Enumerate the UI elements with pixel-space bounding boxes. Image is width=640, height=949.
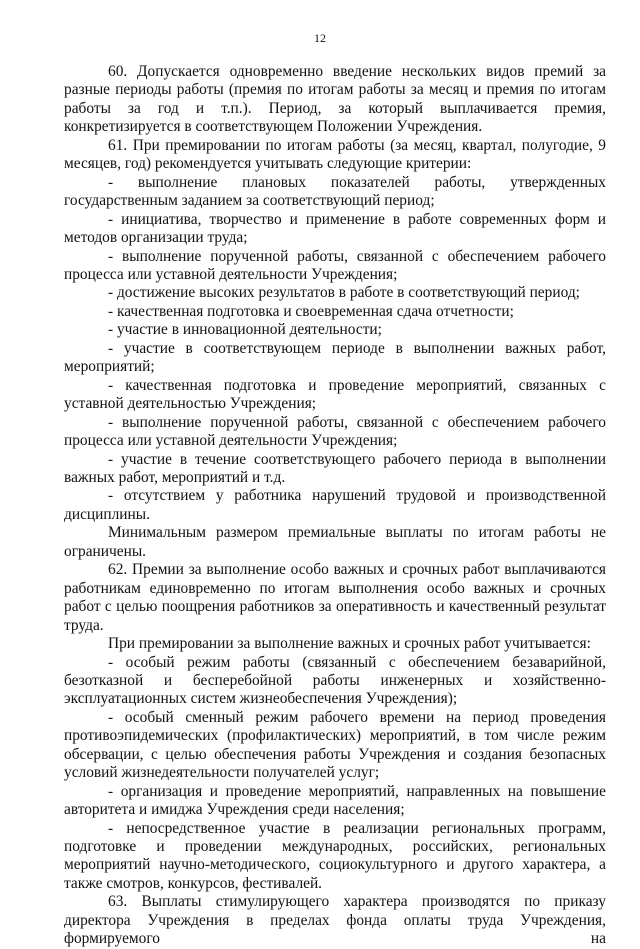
paragraph-61: 61. При премировании по итогам работы (за месяц, квартал, полугодие, 9 месяцев, год) рекомендуется учитывать следующие критерии: [64,136,606,173]
premium-minimum-note: Минимальным размером премиальные выплаты по итогам работы не ограничены. [64,524,606,560]
page-number: 12 [314,31,326,45]
criteria-item: - участие в соответствующем периоде в выполнении важных работ, мероприятий; [64,339,606,376]
document-body [64,63,606,949]
criteria-item: - качественная подготовка и своевременная сдача отчетности; [108,302,514,320]
criteria-item: - участие в течение соответствующего рабочего периода в выполнении важных работ, мероприятий и т.д. [64,450,606,486]
urgent-work-item: - непосредственное участие в реализации региональных программ, подготовке и проведении международных, российских, региональных мероприятий научно-методического, социокультурного и другого характера, а также смотров, конкурсов, фестивалей. [64,819,606,892]
paragraph-63: 63. Выплаты стимулирующего характера производятся по приказу директора Учреждения в пределах фонда оплаты труда Учреждения, формируемого на [64,893,606,948]
criteria-item: - выполнение плановых показателей работы, утвержденных государственным заданием за соответствующий период; [64,173,606,210]
criteria-item: - отсутствием у работника нарушений трудовой и производственной дисциплины. [64,487,606,523]
urgent-work-item: - особый сменный режим рабочего времени на период проведения противоэпидемических (профилактических) мероприятий, в том числе режим обсервации, с целью обеспечения работы Учреждения и создания безопасных условий жизнедеятельности получателей услуг; [64,708,606,782]
criteria-item: - инициатива, творчество и применение в работе современных форм и методов организации труда; [64,210,606,247]
urgent-work-item: - организация и проведение мероприятий, направленных на повышение авторитета и имиджа Учреждения среди населения; [64,782,606,819]
criteria-item: - достижение высоких результатов в работе в соответствующий период; [108,284,580,302]
criteria-item: - выполнение порученной работы, связанной с обеспечением рабочего процесса или уставной деятельности Учреждения; [64,413,606,450]
paragraph-62: 62. Премии за выполнение особо важных и срочных работ выплачиваются работникам единовременно по итогам выполнения особо важных и срочных работ с целью поощрения работников за оперативность и качественный результат труда. [64,561,606,634]
urgent-work-item: - особый режим работы (связанный с обеспечением безаварийной, безотказной и бесперебойной работы инженерных и хозяйственно-эксплуатационных систем жизнеобеспечения Учреждения); [64,653,606,708]
urgent-work-intro: При премировании за выполнение важных и срочных работ учитывается: [108,635,591,653]
criteria-item: - выполнение порученной работы, связанной с обеспечением рабочего процесса или уставной деятельности Учреждения; [64,247,606,283]
paragraph-60: 60. Допускается одновременно введение нескольких видов премий за разные периоды работы (премия по итогам работы за месяц и премия по итогам работы за год и т.п.). Период, за который выплачивается премия, конкретизируется в соответствующем Положении Учреждения. [64,63,606,136]
criteria-item: - участие в инновационной деятельности; [108,321,382,339]
criteria-item: - качественная подготовка и проведение мероприятий, связанных с уставной деятельностью Учреждения; [64,376,606,413]
